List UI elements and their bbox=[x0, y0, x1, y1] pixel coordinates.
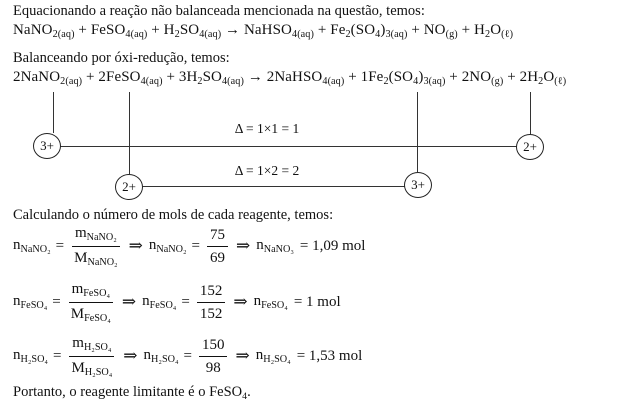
implies-arrow: ⇒ bbox=[123, 346, 138, 366]
oxidation-state-circle-fe-right: 3+ bbox=[404, 172, 432, 198]
delta-label-reduction: Δ = 1×1 = 1 bbox=[234, 121, 300, 136]
n-symbol: $n_{H_2SO_4}$ bbox=[143, 347, 179, 366]
n-symbol: $n_{NaNO_2}$ bbox=[148, 237, 187, 256]
fraction-numerator: $m_{H_2SO_4}$ bbox=[69, 333, 114, 357]
connector-line-fe2so43 bbox=[417, 92, 418, 172]
unbalanced-equation: NaNO$_{2(aq)}$ + FeSO$_{4(aq)}$ + $H_2SO_{4(aq)}$ → NaHSO$_{4(aq)}$ + $Fe_2(SO_4)_{3(aq)} + NO_{(g)} + H_2O_{(\ell)}$ bbox=[13, 22, 514, 40]
implies-arrow: ⇒ bbox=[121, 292, 137, 312]
fraction-denominator: 98 bbox=[205, 359, 221, 376]
numeric-fraction bbox=[199, 335, 228, 379]
oxidation-state-circle-fe-left: 2+ bbox=[115, 174, 143, 200]
n-symbol: $n_{H_2SO_4}$ bbox=[255, 347, 291, 366]
equation-intro-text: Equacionando a reação não balanceada mencionada na questão, temos: bbox=[13, 3, 425, 19]
equals-sign: = bbox=[55, 237, 65, 254]
n-symbol: $n_{FeSO_4}$ bbox=[253, 293, 288, 312]
fraction-denominator: $M_{H_2SO_4}$ bbox=[71, 359, 113, 378]
mass-molar-fraction bbox=[68, 333, 115, 380]
equals-sign: = bbox=[181, 293, 190, 310]
mass-molar-fraction bbox=[71, 223, 121, 270]
implies-arrow: ⇒ bbox=[236, 236, 251, 256]
n-symbol: $n_{NaNO_3}$ bbox=[256, 237, 294, 256]
equals-sign: = bbox=[52, 293, 61, 310]
n-symbol: $n_{FeSO_4}$ bbox=[142, 293, 177, 312]
reduction-transfer-line bbox=[60, 146, 518, 147]
fraction-denominator: $M_{NaNO_2}$ bbox=[74, 249, 118, 268]
connector-line-nano2 bbox=[53, 92, 54, 133]
implies-arrow: ⇒ bbox=[128, 236, 143, 256]
mol-result: = 1,53 mol bbox=[296, 347, 363, 364]
fraction-numerator: 150 bbox=[199, 335, 228, 357]
n-symbol: $n_{NaNO_2}$ bbox=[13, 237, 51, 256]
fraction-numerator: $m_{NaNO_2}$ bbox=[72, 223, 120, 247]
connector-line-feso4 bbox=[129, 92, 130, 174]
fraction-denominator: 69 bbox=[210, 249, 225, 266]
mol-result: = 1 mol bbox=[293, 293, 341, 310]
oxidation-transfer-line bbox=[142, 186, 405, 187]
n-symbol: $n_{H_2SO_4}$ bbox=[13, 347, 48, 366]
balanced-equation: 2NaNO$_{2(aq)}$ + 2FeSO$_{4(aq)}$ + $3H_2SO_{4(aq)}$ → 2NaHSO$_{4(aq)}$ + $1Fe_2(SO_4)_{3(aq)} + 2NO_{(g)} + 2H_2O_{(\ell)}$ bbox=[13, 69, 567, 87]
fraction-numerator: $m_{FeSO_4}$ bbox=[69, 279, 113, 303]
oxidation-state-circle-n-left: 3+ bbox=[33, 133, 61, 159]
fraction-numerator: 75 bbox=[207, 225, 228, 247]
connector-line-no bbox=[530, 92, 531, 134]
equals-sign: = bbox=[52, 347, 62, 364]
mass-molar-fraction bbox=[68, 279, 114, 326]
mols-intro-text: Calculando o número de mols de cada reagente, temos: bbox=[13, 207, 334, 223]
equals-sign: = bbox=[183, 347, 192, 364]
mol-calc-row-h2so4 bbox=[13, 333, 362, 380]
fraction-numerator: 152 bbox=[197, 281, 226, 303]
mol-result: = 1,09 mol bbox=[299, 237, 366, 254]
mol-calc-row-feso4 bbox=[13, 279, 341, 326]
implies-arrow: ⇒ bbox=[235, 346, 250, 366]
delta-label-oxidation: Δ = 1×2 = 2 bbox=[234, 163, 300, 178]
implies-arrow: ⇒ bbox=[233, 292, 248, 312]
numeric-fraction bbox=[207, 225, 228, 269]
mol-calc-row-nano2 bbox=[13, 223, 365, 270]
n-symbol: $n_{FeSO_4}$ bbox=[13, 293, 48, 312]
equals-sign: = bbox=[191, 237, 200, 254]
balance-intro-text: Balanceando por óxi-redução, temos: bbox=[13, 50, 230, 66]
oxidation-state-circle-n-right: 2+ bbox=[516, 134, 544, 160]
fraction-denominator: 152 bbox=[199, 305, 223, 322]
conclusion-text: Portanto, o reagente limitante é o FeSO$_4$. bbox=[13, 384, 251, 402]
numeric-fraction bbox=[197, 281, 226, 325]
fraction-denominator: $M_{FeSO_4}$ bbox=[70, 305, 111, 324]
